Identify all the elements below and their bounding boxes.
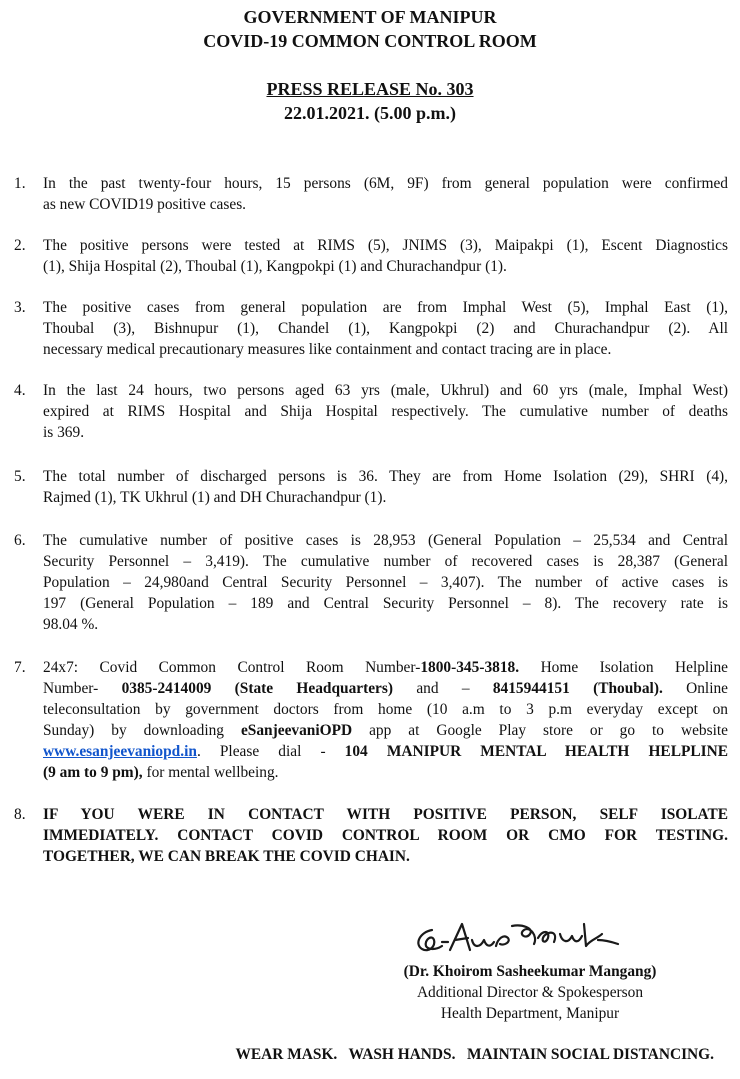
text-line: The cumulative number of positive cases is 28,953 (General Population – 25,534 and Central — [43, 532, 728, 549]
text-run: Sunday) by downloading — [43, 722, 241, 739]
handwritten-signature — [412, 916, 627, 958]
text-run: and – — [393, 680, 493, 697]
text-line: Security Personnel – 3,419). The cumulative number of recovered cases is 28,387 (General — [43, 553, 728, 570]
text-run: . Please dial - — [196, 743, 345, 760]
text-line: In the past twenty-four hours, 15 persons (6M, 9F) from general population were confirmed — [43, 175, 728, 192]
text-line: In the last 24 hours, two persons aged 63 yrs (male, Ukhrul) and 60 yrs (male, Imphal West) — [43, 382, 728, 399]
list-item-text — [43, 235, 728, 277]
control-room-number: 1800-345-3818. — [420, 659, 520, 676]
text-run: app at Google Play store or go to website — [352, 722, 728, 739]
state-hq-number: 0385-2414009 (State Headquarters) — [121, 680, 394, 697]
text-line: Rajmed (1), TK Ukhrul (1) and DH Churachandpur (1). — [43, 489, 387, 506]
text-run: Home Isolation Helpline — [519, 659, 729, 676]
helpline-hours: (9 am to 9 pm), — [43, 764, 143, 781]
text-line — [43, 762, 728, 783]
text-line: Thoubal (3), Bishnupur (1), Chandel (1), Kangpokpi (2) and Churachandpur (2). All — [43, 320, 728, 337]
list-item-text — [43, 173, 728, 215]
text-line — [43, 678, 728, 699]
text-run: Online — [662, 680, 728, 697]
text-line — [43, 657, 728, 678]
thoubal-number: 8415944151 (Thoubal). — [492, 680, 663, 697]
text-line: Population – 24,980and Central Security Personnel – 3,407). The number of active cases is — [43, 574, 728, 591]
list-item-number: 1. — [14, 175, 26, 192]
text-line — [43, 741, 728, 762]
text-line: expired at RIMS Hospital and Shija Hospital respectively. The cumulative number of deaths — [43, 403, 728, 420]
website-link[interactable]: www.esanjeevaniopd.in — [43, 743, 197, 760]
app-name: eSanjeevaniOPD — [240, 722, 353, 739]
signatory-name: (Dr. Khoirom Sasheekumar Mangang) — [403, 963, 657, 980]
press-release-number-row — [0, 78, 740, 100]
text-line: 98.04 %. — [43, 616, 99, 633]
mental-health-helpline: 104 MANIPUR MENTAL HEALTH HELPLINE — [344, 743, 728, 760]
list-item-number: 7. — [14, 659, 26, 676]
text-line: necessary medical precautionary measures like containment and contact tracing are in place. — [43, 341, 612, 358]
footer-slogan — [0, 1046, 740, 1064]
list-item-number: 3. — [14, 299, 26, 316]
header-line-government: GOVERNMENT OF MANIPUR — [243, 7, 497, 27]
text-line: The positive cases from general population are from Imphal West (5), Imphal East (1), — [43, 299, 728, 316]
text-line: is 369. — [43, 424, 85, 441]
text-line: TOGETHER, WE CAN BREAK THE COVID CHAIN. — [43, 848, 410, 865]
text-run: Number- — [43, 680, 122, 697]
list-item-number: 6. — [14, 532, 26, 549]
list-item-text — [43, 657, 728, 783]
list-item-text — [43, 530, 728, 635]
press-release-datetime: 22.01.2021. (5.00 p.m.) — [284, 103, 456, 123]
text-line: as new COVID19 positive cases. — [43, 196, 247, 213]
header-line-control-room: COVID-19 COMMON CONTROL ROOM — [203, 31, 537, 51]
text-line: teleconsultation by government doctors from home (10 a.m to 3 p.m everyday except on — [43, 701, 728, 718]
text-run: for mental wellbeing. — [142, 764, 279, 781]
text-line — [43, 720, 728, 741]
signatory-department: Health Department, Manipur — [440, 1005, 620, 1022]
text-line: IF YOU WERE IN CONTACT WITH POSITIVE PERSON, SELF ISOLATE — [43, 806, 728, 823]
list-item-text — [43, 297, 728, 360]
text-line: The positive persons were tested at RIMS (5), JNIMS (3), Maipakpi (1), Escent Diagnostics — [43, 237, 728, 254]
text-line: IMMEDIATELY. CONTACT COVID CONTROL ROOM OR CMO FOR TESTING. — [43, 827, 728, 844]
text-line: (1), Shija Hospital (2), Thoubal (1), Kangpokpi (1) and Churachandpur (1). — [43, 258, 507, 275]
text-line: 197 (General Population – 189 and Central Security Personnel – 8). The recovery rate is — [43, 595, 728, 612]
list-item-number: 8. — [14, 806, 26, 823]
press-release-number: PRESS RELEASE No. 303 — [266, 79, 474, 99]
text-line: The total number of discharged persons is 36. They are from Home Isolation (29), SHRI (4), — [43, 468, 728, 485]
text-run: 24x7: Covid Common Control Room Number- — [43, 659, 421, 676]
footer-slogan-text: WEAR MASK. WASH HANDS. MAINTAIN SOCIAL DISTANCING. — [235, 1046, 714, 1063]
list-item-text — [43, 804, 728, 867]
list-item-number: 5. — [14, 468, 26, 485]
signatory-title: Additional Director & Spokesperson — [416, 984, 644, 1001]
list-item-text — [43, 380, 728, 443]
list-item-number: 2. — [14, 237, 26, 254]
list-item-number: 4. — [14, 382, 26, 399]
list-item-text — [43, 466, 728, 508]
